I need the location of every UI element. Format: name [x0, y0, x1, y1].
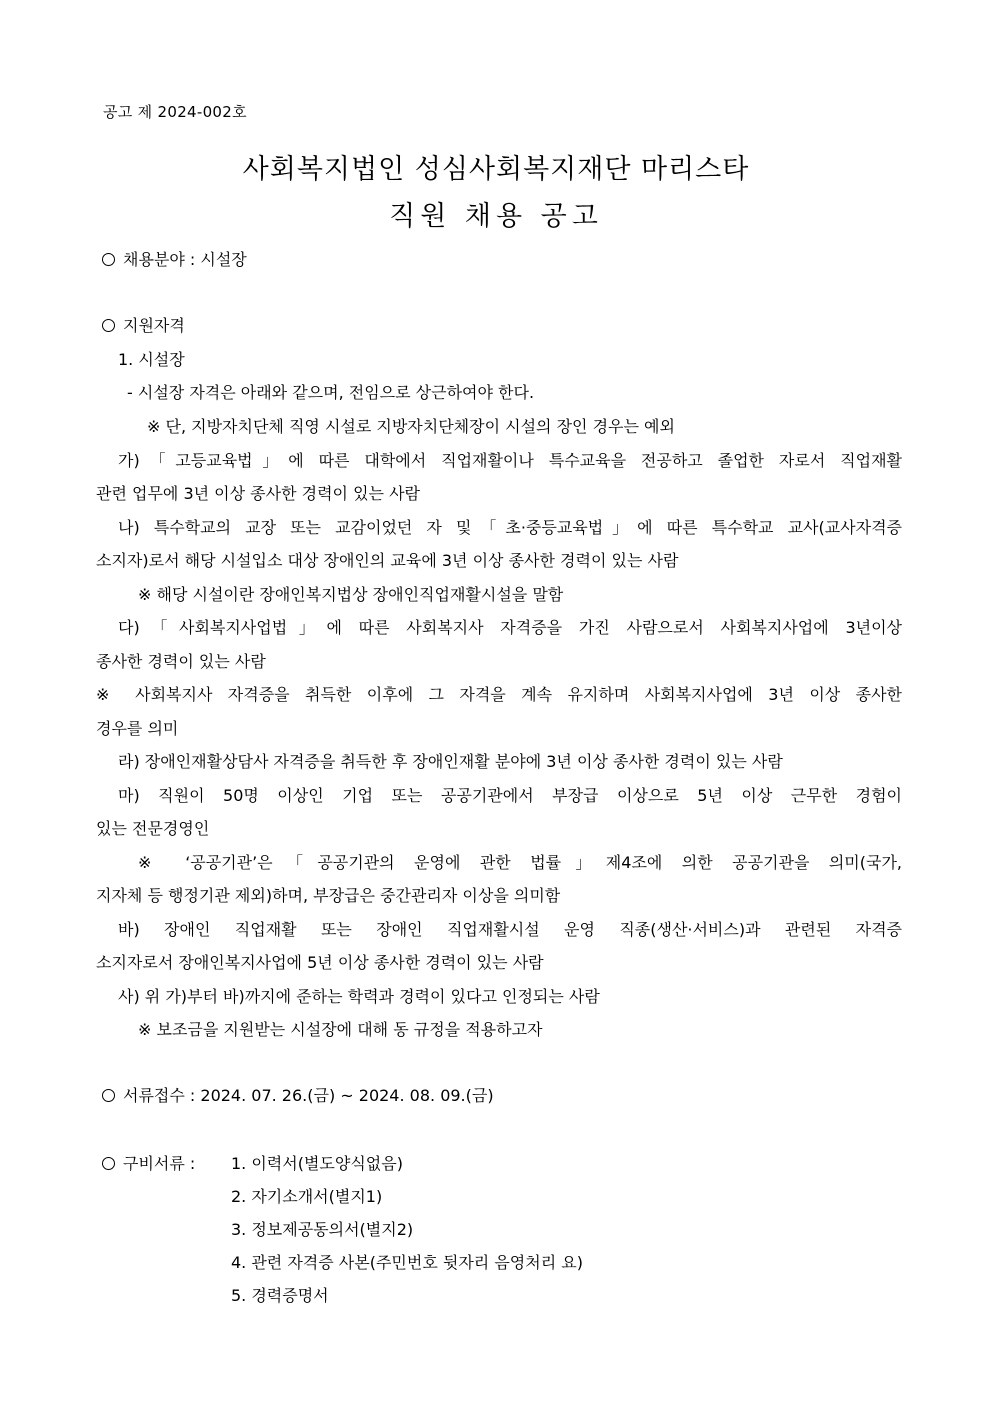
- qualification-na-note: ※ 해당 시설이란 장애인복지법상 장애인직업재활시설을 말함: [138, 585, 564, 604]
- qualification-dash: - 시설장 자격은 아래와 같으며, 전임으로 상근하여야 한다.: [127, 383, 535, 402]
- section-qualification: [102, 315, 185, 337]
- qualification-na-line-2: 소지자)로서 해당 시설입소 대상 장애인의 교육에 3년 이상 종사한 경력이 있는 사람: [96, 551, 679, 570]
- document-item: 5. 경력증명서: [231, 1286, 329, 1305]
- section-field: [102, 249, 247, 271]
- documents-label: 구비서류 :: [123, 1154, 196, 1173]
- qualification-na-line-1: 나) 특수학교의 교장 또는 교감이었던 자 및「초·중등교육법」에 따른 특수학교 교사(교사자격증: [118, 518, 902, 537]
- title-line-2: 직원 채용 공고: [389, 201, 603, 232]
- qualification-ba-line-1: 바) 장애인 직업재활 또는 장애인 직업재활시설 운영 직종(생산·서비스)과 관련된 자격증: [118, 920, 902, 939]
- qualification-ma-line-1: 마) 직원이 50명 이상인 기업 또는 공공기관에서 부장급 이상으로 5년 이상 근무한 경험이: [118, 786, 902, 805]
- qualification-ga-line-1: 가)「고등교육법」에 따른 대학에서 직업재활이나 특수교육을 전공하고 졸업한 자로서 직업재활: [118, 451, 902, 470]
- section-documents: [102, 1153, 195, 1175]
- notice-number: 공고 제 2024-002호: [103, 103, 247, 121]
- qualification-da-line-1: 다)「사회복지사업법」에 따른 사회복지사 자격증을 가진 사람으로서 사회복지사업에 3년이상: [118, 618, 902, 637]
- field-label: 채용분야 : 시설장: [123, 250, 247, 269]
- circle-bullet-icon: [102, 1089, 115, 1102]
- qualification-label: 지원자격: [123, 316, 185, 335]
- qualification-note-exception: ※ 단, 지방자치단체 직영 시설로 지방자치단체장이 시설의 장인 경우는 예외: [147, 417, 675, 436]
- circle-bullet-icon: [102, 1157, 115, 1170]
- qualification-ma-note-line-1: ※ ‘공공기관’은「공공기관의 운영에 관한 법률」제4조에 의한 공공기관을 의미(국가,: [138, 853, 902, 872]
- title-line-1: 사회복지법인 성심사회복지재단 마리스타: [242, 154, 750, 185]
- section-reception: [102, 1085, 494, 1107]
- qualification-da-note-line-1: ※ 사회복지사 자격증을 취득한 이후에 그 자격을 계속 유지하며 사회복지사업에 3년 이상 종사한: [96, 685, 902, 704]
- qualification-ra: 라) 장애인재활상담사 자격증을 취득한 후 장애인재활 분야에 3년 이상 종사한 경력이 있는 사람: [118, 752, 783, 771]
- qualification-item-1: 1. 시설장: [118, 350, 185, 369]
- qualification-da-note-line-2: 경우를 의미: [96, 719, 179, 738]
- document-item: 2. 자기소개서(별지1): [231, 1187, 383, 1206]
- qualification-sa-note: ※ 보조금을 지원받는 시설장에 대해 동 규정을 적용하고자: [138, 1020, 543, 1039]
- reception-label: 서류접수 : 2024. 07. 26.(금) ~ 2024. 08. 09.(금): [123, 1086, 494, 1105]
- circle-bullet-icon: [102, 319, 115, 332]
- qualification-da-line-2: 종사한 경력이 있는 사람: [96, 652, 266, 671]
- circle-bullet-icon: [102, 253, 115, 266]
- document-item: 4. 관련 자격증 사본(주민번호 뒷자리 음영처리 요): [231, 1253, 583, 1272]
- qualification-ga-line-2: 관련 업무에 3년 이상 종사한 경력이 있는 사람: [96, 484, 420, 503]
- qualification-ba-line-2: 소지자로서 장애인복지사업에 5년 이상 종사한 경력이 있는 사람: [96, 953, 544, 972]
- document-item: 3. 정보제공동의서(별지2): [231, 1220, 414, 1239]
- qualification-ma-note-line-2: 지자체 등 행정기관 제외)하며, 부장급은 중간관리자 이상을 의미함: [96, 886, 561, 905]
- qualification-sa: 사) 위 가)부터 바)까지에 준하는 학력과 경력이 있다고 인정되는 사람: [118, 987, 600, 1006]
- document-item: 1. 이력서(별도양식없음): [231, 1154, 403, 1173]
- qualification-ma-line-2: 있는 전문경영인: [96, 819, 210, 838]
